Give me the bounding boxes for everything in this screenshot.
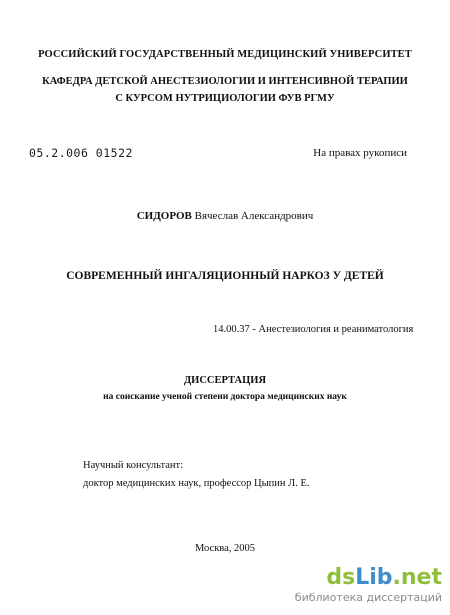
university-name: РОССИЙСКИЙ ГОСУДАРСТВЕННЫЙ МЕДИЦИНСКИЙ УНИВЕРСИТЕТ [38,49,412,60]
department-line-1: КАФЕДРА ДЕТСКОЙ АНЕСТЕЗИОЛОГИИ И ИНТЕНСИВНОЙ ТЕРАПИИ [42,76,408,87]
author-name [0,210,450,222]
manuscript-rights: На правах рукописи [313,147,407,159]
degree-line: на соискание ученой степени доктора медицинских наук [103,392,347,402]
dissertation-title: СОВРЕМЕННЫЙ ИНГАЛЯЦИОННЫЙ НАРКОЗ У ДЕТЕЙ [66,270,384,282]
author-surname: СИДОРОВ [136,210,192,222]
dslib-watermark[interactable] [295,566,442,604]
city-year: Москва, 2005 [194,543,256,554]
department-line-2: С КУРСОМ НУТРИЦИОЛОГИИ ФУВ РГМУ [115,93,335,104]
advisor-name: доктор медицинских наук, профессор Цыпин Л. Е. [83,478,310,489]
registration-stamp: 05.2.006 01522 [29,146,133,160]
author-given-name: Вячеслав Александрович [194,210,314,222]
advisor-label: Научный консультант: [83,460,184,471]
thesis-type: ДИССЕРТАЦИЯ [183,375,267,386]
specialty-code: 14.00.37 - Анестезиология и реаниматология [213,324,414,335]
dslib-logo: dsLib.net [326,565,442,590]
dslib-subtitle: библиотека диссертаций [294,591,442,604]
